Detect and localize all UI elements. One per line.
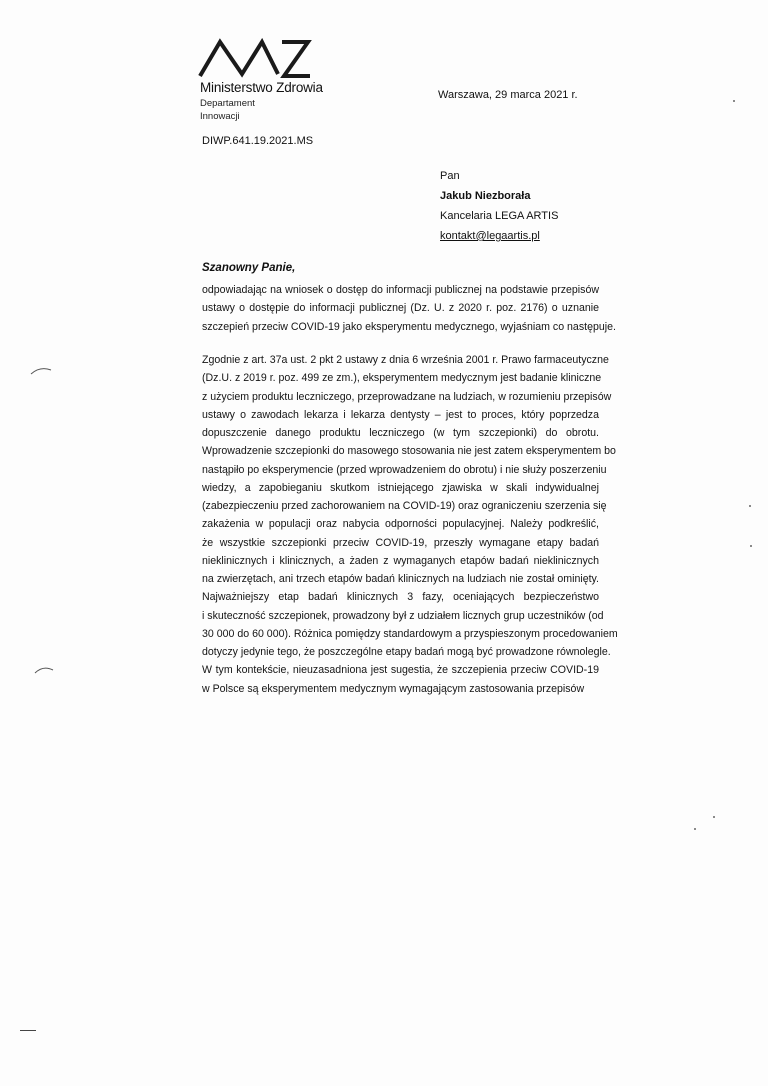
paragraph-line: W tym kontekście, nieuzasadniona jest sugestia, że szczepienia przeciw COVID-19 bbox=[202, 664, 599, 677]
addressee-block bbox=[440, 166, 558, 246]
scan-speck bbox=[713, 816, 715, 818]
paragraph-line: nastąpiło po eksperymencie (przed wprowadzeniem do obrotu) i nie służy poszerzeniu bbox=[202, 463, 607, 476]
addressee-email: kontakt@legaartis.pl bbox=[440, 230, 540, 242]
department-line: Departament bbox=[200, 98, 255, 109]
paragraph-line: nieklinicznych i klinicznych, a żaden z wymaganych etapów badań nieklinicznych bbox=[202, 554, 599, 567]
paragraph-line: (zabezpieczeniu przed zachorowaniem na COVID-19) oraz ograniczeniu szerzenia się bbox=[202, 500, 607, 512]
scan-speck bbox=[694, 828, 696, 830]
paragraph-line: 30 000 do 60 000). Różnica pomiędzy standardowym a przyspieszonym procedowaniem bbox=[202, 627, 618, 640]
paragraph-line: że wszystkie szczepionki przeciw COVID-19, przeszły wymagane etapy badań bbox=[202, 536, 599, 549]
paragraph-line: i skuteczność szczepionek, prowadzony był z udziałem licznych grup uczestników (od bbox=[202, 609, 604, 622]
paragraph-line: Zgodnie z art. 37a ust. 2 pkt 2 ustawy z dnia 6 września 2001 r. Prawo farmaceutyczne bbox=[202, 354, 609, 366]
paragraph-line: wiedzy, a zapobieganiu skutkom istniejącego zjawiska w skali indywidualnej bbox=[202, 481, 599, 494]
paragraph-line: dotyczy jedynie tego, że poszczególne etapy badań mogą być prowadzone równolegle. bbox=[202, 646, 611, 658]
scan-mark bbox=[20, 1030, 36, 1031]
paragraph-line: Najważniejszy etap badań klinicznych 3 fazy, oceniających bezpieczeństwo bbox=[202, 591, 599, 604]
paragraph-line: (Dz.U. z 2019 r. poz. 499 ze zm.), eksperymentem medycznym jest badanie kliniczne bbox=[202, 372, 602, 385]
paragraph-line: ustawy o zawodach lekarza i lekarza dentysty – jest to proces, który poprzedza bbox=[202, 408, 599, 421]
paragraph-line: odpowiadając na wniosek o dostęp do informacji publicznej na podstawie przepisów bbox=[202, 284, 599, 296]
salutation: Szanowny Panie, bbox=[202, 262, 296, 274]
place-and-date: Warszawa, 29 marca 2021 r. bbox=[438, 89, 578, 101]
scan-speck bbox=[749, 505, 751, 507]
department-line: Innowacji bbox=[200, 111, 240, 122]
paragraph-line: ustawy o dostępie do informacji publicznej (Dz. U. z 2020 r. poz. 2176) o uznanie bbox=[202, 302, 599, 315]
paragraph-line: w Polsce są eksperymentem medycznym wymagającym zastosowania przepisów bbox=[202, 682, 585, 695]
scan-speck bbox=[733, 100, 735, 102]
paragraph-line: zakażenia w populacji oraz nabycia odporności populacyjnej. Należy podkreślić, bbox=[202, 518, 599, 531]
scan-mark bbox=[34, 665, 54, 675]
ministry-logo bbox=[198, 38, 313, 78]
paragraph-line: dopuszczenie danego produktu leczniczego (w tym szczepionki) do obrotu. bbox=[202, 427, 599, 439]
paragraph-line: z użyciem produktu leczniczego, przeprowadzane na ludziach, w rozumieniu przepisów bbox=[202, 390, 612, 403]
paragraph-line: szczepień przeciw COVID-19 jako eksperymentu medycznego, wyjaśniam co następuje. bbox=[202, 320, 616, 333]
scan-speck bbox=[750, 545, 752, 547]
ministry-name: Ministerstwo Zdrowia bbox=[200, 80, 323, 95]
addressee-title: Pan bbox=[440, 170, 460, 182]
paragraph-intro bbox=[202, 281, 616, 336]
department-name bbox=[200, 97, 255, 123]
addressee-company: Kancelaria LEGA ARTIS bbox=[440, 210, 559, 222]
addressee-name: Jakub Niezborała bbox=[440, 190, 531, 202]
scan-mark bbox=[30, 366, 52, 376]
paragraph-line: Wprowadzenie szczepionki do masowego stosowania nie jest zatem eksperymentem bo bbox=[202, 445, 616, 458]
reference-number: DIWP.641.19.2021.MS bbox=[202, 135, 314, 147]
paragraph-line: na zwierzętach, ani trzech etapów badań klinicznych na ludziach nie został ominięty. bbox=[202, 573, 599, 585]
paragraph-body bbox=[202, 351, 618, 698]
